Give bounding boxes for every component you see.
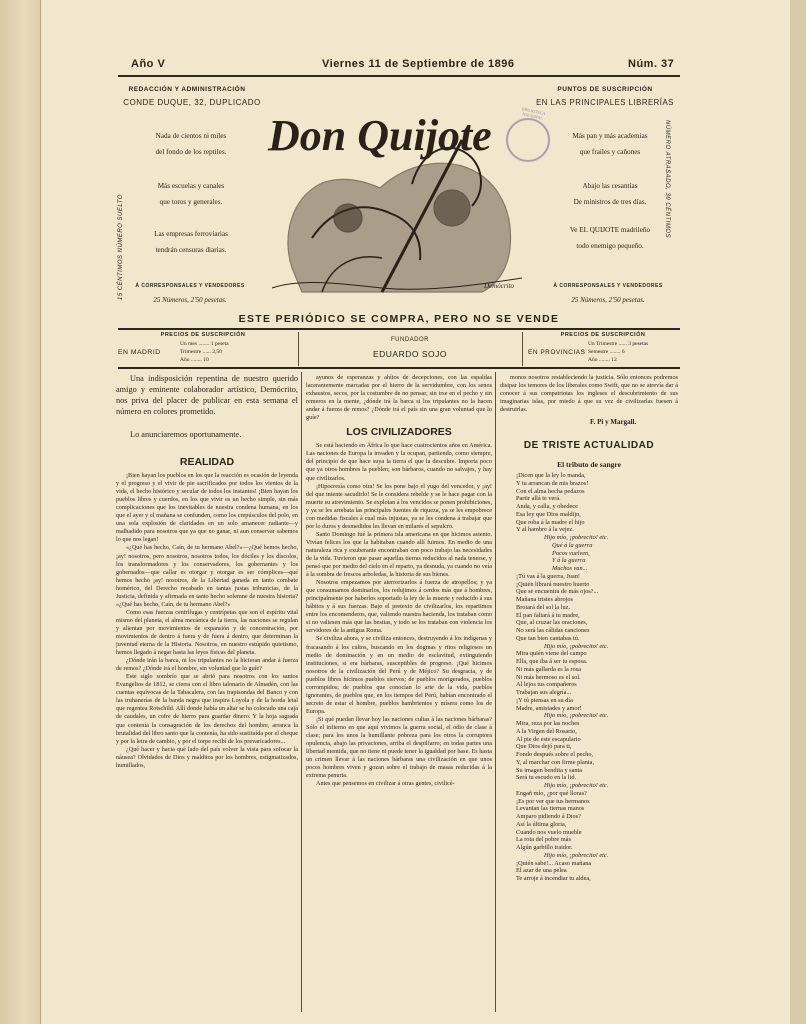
poem-line: ¡Y tú piensas en su día [516, 696, 573, 704]
poem-line: Anda, y calla, y obedece [516, 503, 578, 510]
left-sub-rows: Un mes ........ 1 peseta Trimestre ...... 2,50 Año ........ 10 [180, 341, 229, 363]
poem-line: Y al hambre á la vejez. [516, 526, 574, 534]
triste-title: DE TRISTE ACTUALIDAD [523, 440, 655, 451]
poem-line: ¡Tú vas á la guerra, Juan! [516, 572, 580, 580]
puntos-where: EN LAS PRINCIPALES LIBRERÍAS [536, 98, 674, 107]
issue-date: Viernes 11 de Septiembre de 1896 [322, 58, 515, 70]
poem-line: Al lejos tus compañeros [516, 681, 577, 689]
poem-line: Te arroje á incendiar tu aldea, [516, 875, 591, 882]
redaccion-address: CONDE DUQUE, 32, DUPLICADO [123, 98, 261, 107]
poem-line: Algún garbillo traidor. [516, 844, 573, 851]
right-blurb-3: Ve EL QUIJOTE madrileño todo enemigo pequeño. [569, 226, 651, 250]
poem-line: Que roba á la madre el hijo [516, 518, 585, 526]
poem-line: Partir allá te verá. [516, 495, 561, 503]
artist-signature: Demócrito [484, 282, 514, 290]
right-sub-rows: Un Trimestre ...... 3 pesetas Semestre ........ 6 Año ........ 12 [588, 341, 649, 363]
realidad-title: REALIDAD [179, 456, 235, 468]
poem-line: Así la última gloria, [516, 820, 567, 828]
article-right-top: monos nosotros restableciendo la justicia. Sólo entonces podremos disipar los temores de los liberales como Swift, que no se atrevía dar á conocer á sus compatriotas los ingleses el descubrimiento de sus imaginarias islas, por miedo á que su vez de civilizarlas fuesen á destruirlas. [500, 374, 678, 414]
side-note-right: NÚMERO ATRASADO, 30 CÉNTIMOS [664, 120, 670, 239]
poem-line: Cuando nos vuelo mueble [516, 828, 582, 836]
article-civilizadores: ayunos de esperanzas y ahítos de decepciones, con las espaldas lacerantemente marcadas por el hierro de la servidumbre, con los senos exhaustos, secos, por la costumbre de no pensar, sin irse en el pecho y sin remeros en la mente, ¿dónde irá la barca si los tripulantes no la hacen andar á fuerza de remos? ¿Dónde irá el país sin una gran voluntad que lo guíe? LOS CIVILIZADORES Se está haciendo en África lo que hace cuatrocientos años en América. Las naciones de Europa la invaden y la ocupan, partiendo, como siempre, del principio de que hace suya la tierra el que la descubre. Importa poco que ya otros hombres la pueblen; son bárbaros, cuando no salvajes, y hay que civilizarlos. ¡Hipocresía como otra! Se los pone bajo el yugo del vencedor, y ¡ay! del que intente sacudirlo! Se le considera rebelde y se le hace pagar con la muerte su atrevimiento. Se explotan á los vencidos se ponen prohibiciones, y ya se les arrebata las principales fuentes de riqueza, ya se les empobrece con medidas fiscales á cual más injustas, ya se les condena á trabajar que por lo duros y desmedidos les llevan en milarés el sepulcro. Santo Domingo fué la primera isla americana en que hicimos asiento. Vivían felices los que la habitaban cuando allí fuimos. En medio de una naturaleza rica y exuberante encontraban con poco trabajo las necesidades de la vida. Tuvieron que pasar aquellas tierras reducidos al nada tenerse, y pensó que por medio del cielo en el reparto, ya desnuda, ya cuando no veía á la sombra de frescos arboledas, la historia de sus bienes. Nosotros empezamos por aterrorizarlos á fuerza de atropellos; y ya que consumamos dominarlos, los redujimos á cerdos más que á hombres, principalmente por haberlos soportado la ley de la muerte y reducido á sus hábitos y á sus fuerzas. Bajo el pretexto de civilizarlos, los repartimos entre los encomenderos, que, valiendo nuestra hacienda, los trataban como si no valiesen más que las bestias, y todo se los trataban con violencia los servidores de la antigua Roma. Se civiliza ahora, y se civiliza entonces, destruyendo á los indígenas y fracasando á los cultos, buscando en los dogmas y ritos religiosos un medio de dominación y en un medio de esclavitud, extinguiendo instituciones, si era bárbaras, susceptibles de progreso. ¡Qué hicimos nosotros de la civilización del Perú y de Méjico? Su desgracia, y de pueblos libres hicimos pueblos siervos; de pueblos morigerados, pueblos corrompidos; de pueblos que conocían lo arte de la vida, pueblos ignorantes, de pueblos que, en los tiempos del Perú, habían encontrado el secreto de estar el hombre, pueblos hambrientos y mísera como los de Europa. ¡Si qué puedan llevar hoy las naciones cultas á las naciones bárbaras? Sólo el infierno en que aquí vivimos la guerra social, el odio de clase á clase; para los unos la humillante pobreza para los otros la corruptora opulencia, abajo las privaciones, arriba el despilfarro; en todas partes una libertad mentida, que no tiene ni puede tener la igualdad por base. Es hasta un crimen llevar á las naciones bárbaras una civilización en que unos pocos hombres viven y gozan sobre el trabajo de masas reducidas á la extrema penuria. Antes que pensemos en civilizar á otras gentes, civilicé- [306, 374, 492, 788]
masthead-illustration [262, 88, 534, 298]
poem-line: Su imagen bendita y santa [516, 766, 583, 774]
poem-line: Mira quién viene del campo [516, 650, 587, 658]
poem-line: Que, al cruzar las oraciones, [516, 619, 588, 627]
poem-line: ¡Dicen que la ley lo manda, [516, 472, 586, 479]
poem-line: El pan faltará á tu madre, [516, 611, 580, 619]
poem-line: Y, al marchar con firme planta, [516, 758, 595, 766]
poem-line: Ni más hermoso es el sol. [516, 673, 581, 681]
stamp-text: BIBLIOTECA NACIONAL [521, 106, 546, 121]
founder-name: EDUARDO SOJO [372, 349, 447, 359]
poem-line: Engañ mío, ¿por qué lloras? [516, 789, 587, 797]
poem-line: ¡Es por ver que tus hermanos [516, 797, 590, 805]
poem-line: Que se encuentra de más ojos?... [516, 588, 599, 596]
left-blurb-2: Más escuelas y canales que toros y generales. [157, 182, 225, 206]
band-rule [118, 367, 680, 369]
poem-line: Que tan bien cantabas tú. [516, 634, 580, 642]
right-price: 25 Números, 2'50 pesetas. [571, 296, 645, 304]
right-blurb-1: Más pan y más academias que frailes y cañones [572, 132, 648, 156]
founder-label: FUNDADOR [391, 337, 429, 343]
knight-figure-icon [272, 140, 522, 292]
poem-line: La rota del pobre más [516, 836, 571, 844]
poem-line: Mira, reza por las noches [516, 720, 580, 727]
tagline: ESTE PERIÓDICO SE COMPRA, PERO NO SE VENDE [238, 313, 560, 325]
left-price: 25 Números, 2'50 pesetas. [153, 296, 227, 304]
binding-spine [0, 0, 41, 1024]
poem-line: Que Dios dejó para ti, [516, 743, 572, 751]
right-sub-title: PRECIOS DE SUSCRIPCIÓN [560, 332, 646, 338]
poem-line: ¡Quién librará nuestro huerto [516, 580, 590, 588]
left-blurb-1: Nada de cientos ni miles del fondo de los reptiles. [155, 132, 227, 156]
column-divider-2 [495, 372, 496, 1012]
poem-line: Amparo pidiendo á Dios? [516, 813, 581, 820]
year-label: Año V [131, 58, 166, 70]
poem-line: Trabajan sus alegría... [516, 689, 572, 696]
poem-title: El tributo de sangre [557, 460, 621, 469]
left-agents: Á CORRESPONSALES Y VENDEDORES [135, 283, 245, 289]
poem-line: El azar de una pelea [516, 867, 567, 875]
civilizadores-title: LOS CIVILIZADORES [346, 426, 452, 439]
page-edge [790, 0, 806, 1024]
poem-line: Con el alma hecha pedazos [516, 487, 585, 495]
poem-line: Pocos vuelven, [552, 549, 590, 557]
side-note-left: 15 CÉNTIMOS NÚMERO SUELTO [118, 194, 124, 300]
poem-line: Y á la guerra [552, 557, 586, 565]
redaccion-label: REDACCIÓN Y ADMINISTRACIÓN [128, 86, 246, 93]
left-sub-title: PRECIOS DE SUSCRIPCIÓN [160, 332, 246, 338]
poem-line: Ni más gallarda es la rosa [516, 665, 581, 673]
poem-line: Madre, amistades y amor! [516, 704, 582, 712]
poem-line: No será las cálidas canciones [516, 627, 590, 634]
poem-line: Hijo mío, ¡pobrecito! etc. [544, 712, 609, 720]
puntos-label: PUNTOS DE SUSCRIPCIÓN [557, 86, 653, 93]
right-agents: Á CORRESPONSALES Y VENDEDORES [553, 283, 663, 289]
poem-line: Levantan las tiernas manos [516, 805, 585, 813]
poem-line: Y tu arrancan de mis brazos! [516, 479, 589, 487]
poem-line: Qué á la guerra [552, 541, 593, 549]
article-realidad: REALIDAD ¡Bien hayan los pueblos en los que la reacción es ocasión de leyenda y el progreso y el vivir de pie sacrificados por todos los vientos de la vida, el hecho histórico y secular de todos los instantes! ¡Bien hayan los pueblos libres y cuerdos, en los que vivir es un hecho simple, sin más complicaciones que los inevitables de nuestra condena humana, en los que el ayer y el mañana se confunden, como los crepúsculos del polo, en una sola explosión de claridades en un solo amanecer radiante—y malhadido para nosotros que ya que no ganar, ni aun conservar sabemos lo que nos legan! «¿Qué has hecho, Caín, de tu hermano Abel?»—¿Qué hemos hecho, ¡ay! nosotros, pero nosotros, nosotros todos, los dóciles y los díscolos, los transformadores y los conservadores, los gobernantes y los gobernados—que callar es otorgar y otorgar es ser cómplices—qué hemos hecho ¡ay! nosotros, de la Libertad ganada en tanto combate homérico, del Derecho recabado en tantas justas tribunicias, de la Justicia, definida y afirmada en tanto hecho solemne de nuestra historia? «¿Qué has hecho, Caín, de tu hermano Abel?» Como esas fuerzas centrífugas y centrípetas que son el espíritu vital mismo del planeta, el alma mecánica de la tierra, las naciones se regulan y alientan por movimientos de expansión y de concentración, por movimientos de dentro á fuera y de fuera á dentro, que determinan la juventud eterna de la Historia. Nosotros, en nuestro estúpido quietismo, hemos llegado á negar hasta las leyes físicas del planeta. ¿Dónde irán la barca, ni los tripulantes no la hicieran andar á fuerza de remos? ¿Dónde irá el hombre, sin voluntad que lo guíe? Este siglo sombrío que se abrió para nosotros con los santos Evangelios de 1812, se cierra con el libro talonario de Almadén, con las cuentas equívocas de la Tabacalera, con las trapisondas del Banco y con las truhanerías de la banda negra que inspira Loyola y de la horda letal que regentea Rotschild. Allí donde había un altar se ha colocado una caja de caudales, un cofre de hierro para guardar dinero. Y la hoja sagrada que contenía la consagración de los derechos del hombre, arranca la brutalidad del libro santo que la contenía, ha sido sustituída por el cheque y por la letra de cambio, y por el torpe recibí de los prevaricadores... ¿Qué hacer y hacia qué lado del país volver la vista para sofocar la náusea? Olvidados de Dios y malditos por los hombres, estigmatizados, humillados, [116, 456, 298, 769]
left-sub-place: EN MADRID [118, 349, 161, 356]
right-sub-place: EN PROVINCIAS [528, 349, 586, 356]
poem-line: Al pie de este escapulario [516, 735, 581, 743]
author-signature: F. Pi y Margall. [590, 418, 637, 426]
poem-line: A la Virgen del Rosario, [516, 727, 577, 735]
issue-number: Núm. 37 [628, 58, 675, 70]
notice-text: Una indisposición repentina de nuestro querido amigo y eminente colaborador artístico, Demócrito, nos priva del placer de publicar en esta semana el número en colores prometido. [116, 374, 298, 416]
poem-line: Brotará del sol la luz. [516, 603, 571, 611]
poem-line: Hijo mío, ¡pobrecito! etc. [544, 534, 609, 541]
poem-line: Fondo después sobre el pecho, [516, 751, 594, 758]
poem-body [516, 472, 678, 1012]
poem-line: ¡Quién sabe!... Acaso mañana [516, 859, 592, 867]
left-blurb-3: Las empresas ferroviarias tendrán censuras diarias. [154, 230, 228, 254]
poem-line: Será tu escudo en la lid. [516, 774, 577, 782]
poem-line: Hijo mío, ¡pobrecito! etc. [544, 851, 609, 859]
poem-line: Esa ley que Dios maldijo, [516, 510, 581, 518]
tagline-rule [118, 328, 680, 330]
column-divider-1 [301, 372, 302, 1012]
poem-line: Hijo mío, ¡pobrecito! etc. [544, 782, 609, 789]
sub-divider-1 [298, 332, 299, 366]
notice-follow: Lo anunciaremos oportunamente. [130, 430, 242, 439]
poem-line: Muchos van... [552, 565, 588, 572]
sub-divider-2 [522, 332, 523, 366]
right-blurb-2: Abajo las cesantías De ministros de tres días. [573, 182, 647, 206]
poem-line: Mañana tristes abrojos [516, 596, 574, 603]
poem-line: Ella, que iba á ser tu esposa. [516, 658, 588, 665]
header-rule [118, 75, 680, 77]
masthead-title: Don Quijote [268, 111, 492, 160]
poem-line: Hijo mío, ¡pobrecito! etc. [544, 642, 609, 650]
